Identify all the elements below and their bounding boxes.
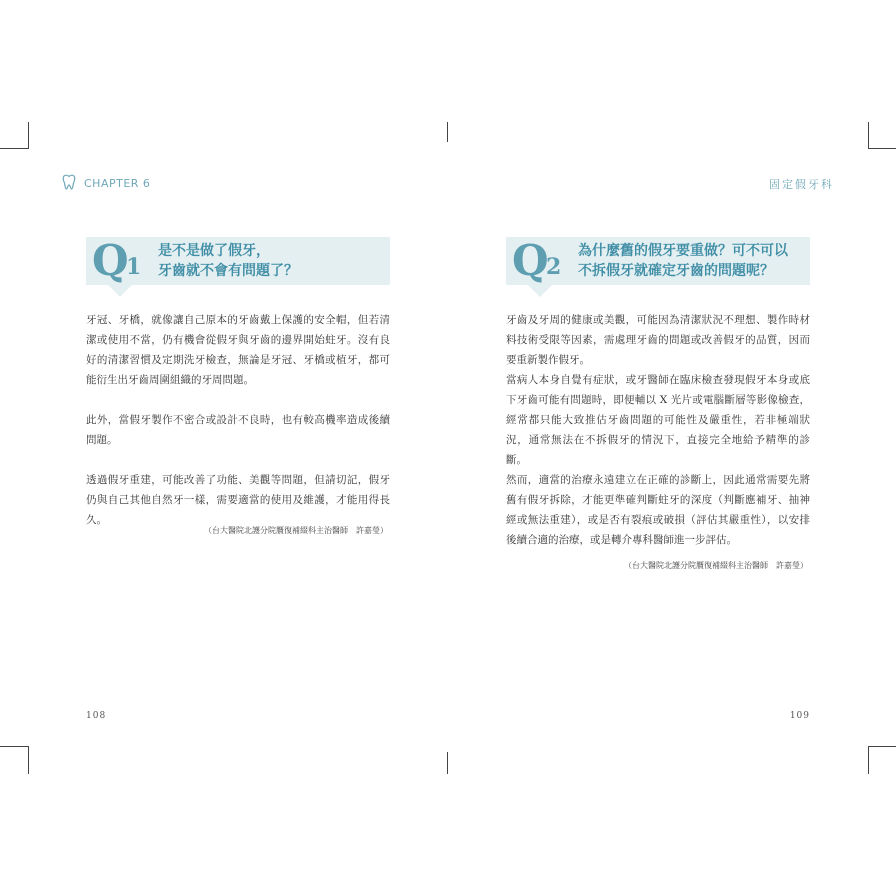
tooth-icon <box>62 174 76 193</box>
crop-mark <box>868 746 896 747</box>
chapter-header <box>62 174 150 193</box>
question-title-line: 牙齒就不會有問題了？ <box>158 263 298 279</box>
crop-mark <box>447 122 448 142</box>
speech-tail <box>528 285 552 297</box>
answer-body <box>86 310 390 530</box>
question-title <box>158 241 298 281</box>
running-head: 固定假牙科 <box>769 178 834 191</box>
question-title-line: 為什麼舊的假牙要重做？可不可以 <box>578 243 788 259</box>
crop-mark <box>868 122 869 149</box>
paragraph: 當病人本身自覺有症狀，或牙醫師在臨床檢查發現假牙本身或底下牙齒可能有問題時，即便輔以 X 光片或電腦斷層等影像檢查，經常都只能大致推估牙齒問題的可能性及嚴重性，若非極端狀況，通常無法在不拆假牙的情況下，直接完全地給予精準的診斷。 <box>506 374 810 466</box>
page-number: 109 <box>789 711 810 721</box>
question-number: 1 <box>126 254 142 280</box>
crop-mark <box>0 746 28 747</box>
question-title-line: 是不是做了假牙， <box>158 243 270 259</box>
answer-body <box>506 310 810 550</box>
crop-mark <box>447 752 448 774</box>
question-title <box>578 241 788 281</box>
question-box <box>86 237 390 285</box>
paragraph: 然而，適當的治療永遠建立在正確的診斷上，因此通常需要先將舊有假牙拆除，才能更準確判斷蛀牙的深度（判斷應補牙、抽神經或無法重建），或是否有裂痕或破損（評估其嚴重性），以安排後續合適的治療，或是轉介專科醫師進一步評估。 <box>506 474 810 546</box>
paragraph: 透過假牙重建，可能改善了功能、美觀等問題，但請切記，假牙仍與自己其他自然牙一樣，需要適當的使用及維護，才能用得長久。 <box>86 474 390 526</box>
question-box <box>506 237 810 285</box>
paragraph: 牙冠、牙橋，就像讓自己原本的牙齒戴上保護的安全帽，但若清潔或使用不當，仍有機會從假牙與牙齒的邊界開始蛀牙。沒有良好的清潔習慣及定期洗牙檢查，無論是牙冠、牙橋或植牙，都可能衍生出牙齒周圍組織的牙周問題。 <box>86 314 390 386</box>
attribution: （台大醫院北護分院贋復補綴科主治醫師 許嘉瑩） <box>624 561 808 570</box>
crop-mark <box>28 746 29 774</box>
crop-mark <box>0 148 28 149</box>
question-number: 2 <box>546 254 562 280</box>
question-title-line: 不拆假牙就確定牙齒的問題呢？ <box>578 263 774 279</box>
paragraph: 此外，當假牙製作不密合或設計不良時，也有較高機率造成後續問題。 <box>86 414 390 446</box>
paragraph: 牙齒及牙周的健康或美觀，可能因為清潔狀況不理想、製作時材料技術受限等因素，需處理牙齒的問題或改善假牙的品質，因而要重新製作假牙。 <box>506 314 810 366</box>
speech-tail <box>108 285 132 297</box>
attribution: （台大醫院北護分院贋復補綴科主治醫師 許嘉瑩） <box>204 526 388 535</box>
crop-mark <box>868 148 896 149</box>
chapter-label: CHAPTER 6 <box>84 177 151 190</box>
question-letter: Q <box>512 236 549 285</box>
crop-mark <box>868 746 869 774</box>
question-letter: Q <box>92 236 129 285</box>
crop-mark <box>28 122 29 149</box>
page-number: 108 <box>86 711 107 721</box>
